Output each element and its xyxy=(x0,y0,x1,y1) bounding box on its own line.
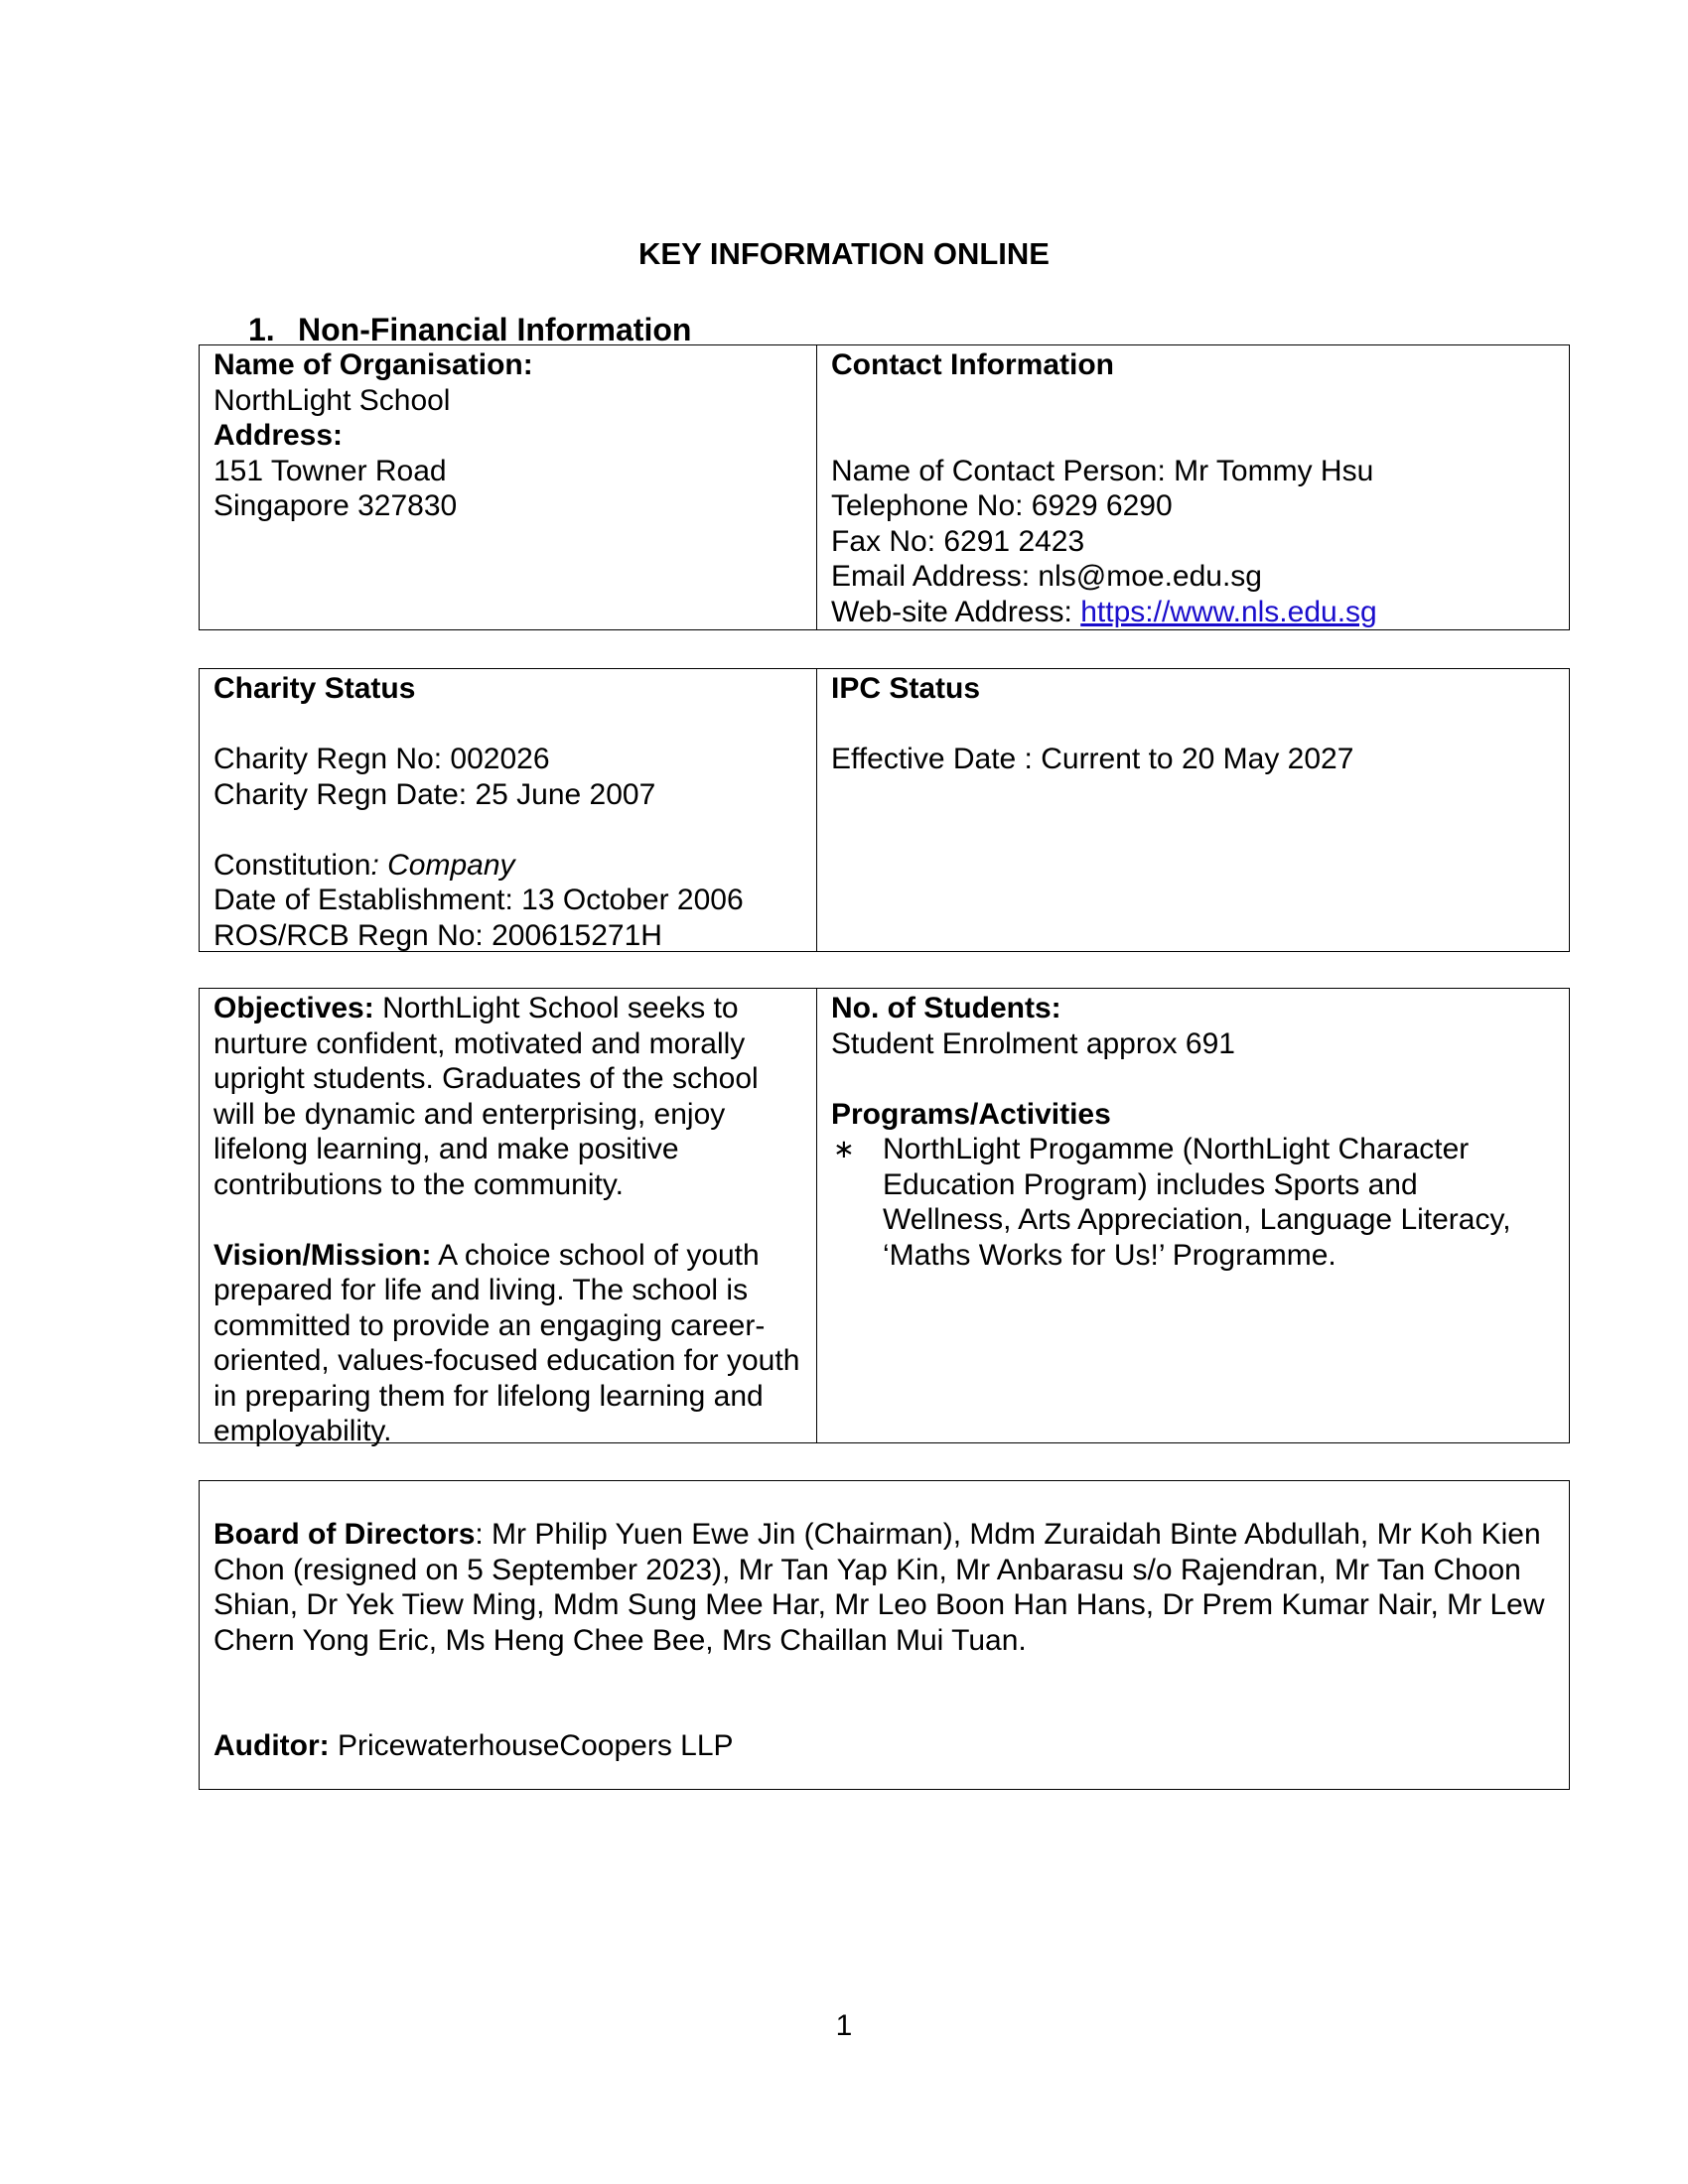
auditor-value: PricewaterhouseCoopers LLP xyxy=(329,1729,734,1762)
charity-regn-date: Charity Regn Date: 25 June 2007 xyxy=(213,777,656,811)
contact-fax: Fax No: 6291 2423 xyxy=(831,524,1085,558)
website-label: Web-site Address: xyxy=(831,595,1081,628)
constitution-value: : Company xyxy=(370,848,515,882)
vision-label: Vision/Mission: xyxy=(213,1238,432,1272)
contact-email: Email Address: nls@moe.edu.sg xyxy=(831,560,1262,593)
objectives-label: Objectives: xyxy=(213,992,374,1024)
auditor-label: Auditor: xyxy=(213,1729,330,1762)
board-label: Board of Directors xyxy=(213,1518,476,1551)
ipc-cell xyxy=(817,669,1569,951)
auditor-paragraph xyxy=(213,1728,1549,1764)
contact-person: Name of Contact Person: Mr Tommy Hsu xyxy=(831,454,1374,487)
contact-telephone: Telephone No: 6929 6290 xyxy=(831,489,1173,522)
address-line-2: Singapore 327830 xyxy=(213,489,458,522)
objectives-cell xyxy=(200,989,817,1447)
objectives-students-box xyxy=(199,988,1570,1447)
program-item-text: NorthLight Progamme (NorthLight Character Education Program) includes Sports and Wellness, Arts Appreciation, Language Literacy, ‘Maths Works for Us!’ Programme. xyxy=(883,1133,1511,1272)
ipc-effective-date: Effective Date : Current to 20 May 2027 xyxy=(831,743,1354,775)
contact-website xyxy=(831,595,1569,630)
organisation-cell xyxy=(200,345,817,629)
charity-ipc-box xyxy=(199,668,1570,952)
website-link[interactable]: https://www.nls.edu.sg xyxy=(1080,595,1377,628)
board-text: : Mr Philip Yuen Ewe Jin (Chairman), Mdm Zuraidah Binte Abdullah, Mr Koh Kien Chon (resigned on 5 September 2023), Mr Tan Yap Kin, Mr Anbarasu s/o Rajendran, Mr Tan Choon Shian, Dr Yek Tiew Ming, Mdm Sung Mee Har, Mr Leo Boon Han Hans, Dr Prem Kumar Nair, Mr Lew Chern Yong Eric, Ms Heng Chee Bee, Mrs Chaillan Mui Tuan. xyxy=(213,1518,1545,1657)
constitution-label: Constitution xyxy=(213,848,371,882)
objectives-paragraph xyxy=(213,991,800,1202)
asterisk-bullet-icon: ∗ xyxy=(833,1134,855,1163)
contact-cell xyxy=(817,345,1569,629)
programs-heading: Programs/Activities xyxy=(831,1097,1111,1131)
constitution xyxy=(213,848,816,884)
charity-regn-no: Charity Regn No: 002026 xyxy=(213,743,550,775)
ros-rcb-regn-no: ROS/RCB Regn No: 200615271H xyxy=(213,918,662,952)
organisation-name-label: Name of Organisation: xyxy=(213,348,533,381)
ipc-heading: IPC Status xyxy=(831,672,981,705)
charity-heading: Charity Status xyxy=(213,672,416,705)
section-heading xyxy=(248,310,691,349)
page-title: KEY INFORMATION ONLINE xyxy=(638,236,1050,271)
objectives-text: NorthLight School seeks to nurture confident, motivated and morally upright students. Graduates of the school will be dynamic and enterprising, enjoy lifelong learning, and make positive contributions to the community. xyxy=(213,992,759,1201)
address-line-1: 151 Towner Road xyxy=(213,454,447,487)
organisation-name: NorthLight School xyxy=(213,383,451,417)
section-heading-text: Non-Financial Information xyxy=(298,312,692,347)
board-cell xyxy=(200,1481,1569,1789)
charity-cell xyxy=(200,669,817,951)
organisation-contact-box xyxy=(199,344,1570,630)
board-paragraph xyxy=(213,1517,1549,1658)
programs-list-item xyxy=(831,1132,1529,1273)
board-auditor-box xyxy=(199,1480,1570,1790)
students-cell xyxy=(817,989,1569,1442)
students-enrolment: Student Enrolment approx 691 xyxy=(831,1026,1235,1060)
address-label: Address: xyxy=(213,419,344,452)
students-label: No. of Students: xyxy=(831,992,1061,1024)
section-number: 1. xyxy=(248,312,275,347)
page-number: 1 xyxy=(835,2009,853,2042)
vision-text: A choice school of youth prepared for life and living. The school is committed to provide an engaging career-oriented, values-focused education for youth in preparing them for lifelong learning and employability. xyxy=(213,1238,800,1447)
contact-heading: Contact Information xyxy=(831,348,1114,381)
date-of-establishment: Date of Establishment: 13 October 2006 xyxy=(213,884,744,916)
vision-paragraph xyxy=(213,1238,800,1449)
